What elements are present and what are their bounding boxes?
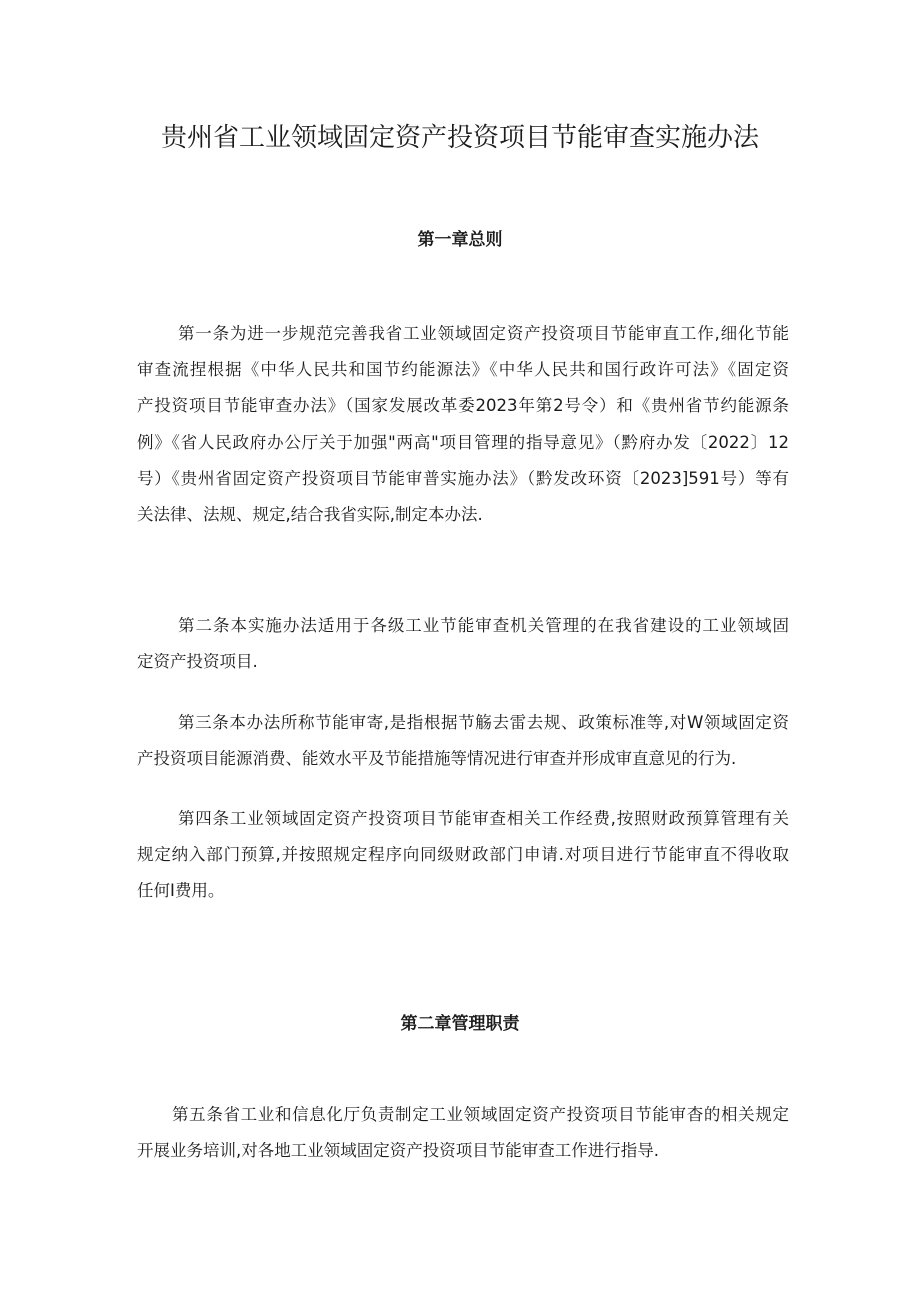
article-5-line-2: 开展业务培训,对各地工业领域固定资产投资项目节能审查工作进行指导. bbox=[137, 1141, 659, 1161]
article-4-line-3: 任何I费用。 bbox=[137, 881, 225, 901]
article-1-line-2: 审查流捏根据《中华人民共和国节约能源法》《中华人民共和国行政许可法》《固定资 bbox=[137, 360, 789, 380]
article-2-line-2: 定资产投资项目. bbox=[137, 652, 258, 672]
chapter-heading-2: 第二章管理职责 bbox=[400, 1014, 520, 1034]
article-1-line-1: 第一条为进一步规范完善我省工业领域固定资产投资项目节能审直工作,细化节能 bbox=[178, 324, 789, 343]
article-3 bbox=[137, 705, 789, 777]
article-4-line-2: 规定纳入部门预算,并按照规定程序向同级财政部门申请.对项目进行节能审直不得收取 bbox=[137, 845, 789, 865]
article-5 bbox=[137, 1097, 789, 1169]
article-5-line-1: 第五条省工业和信息化厅负责制定工业领域固定资产投资项目节能审杳的相关规定 bbox=[172, 1105, 789, 1124]
article-1 bbox=[137, 316, 789, 533]
article-4-line-1: 第四条工业领域固定资产投资项目节能审查相关工作经费,按照财政预算管理有关 bbox=[178, 809, 789, 828]
article-4 bbox=[137, 801, 789, 910]
article-1-line-5: 号）《贵州省固定资产投资项目节能审普实施办法》（黔发改环资〔2023]591号）等有 bbox=[137, 468, 789, 488]
article-1-line-3: 产投资项目节能审查办法》（国家发展改革委2023年第2号令）和《贵州省节约能源条 bbox=[137, 396, 789, 416]
document-title: 贵州省工业领域固定资产投资项目节能审查实施办法 bbox=[160, 123, 759, 153]
article-2-line-1: 第二条本实施办法适用于各级工业节能审查机关管理的在我省建设的工业领域固 bbox=[178, 616, 789, 635]
article-1-line-4: 例》《省人民政府办公厅关于加强"两高"项目管理的指导意见》（黔府办发〔2022〕12 bbox=[137, 432, 789, 452]
chapter-heading-1: 第一章总则 bbox=[417, 230, 503, 250]
article-3-line-1: 第三条本办法所称节能审寄,是指根据节觞去雷去规、政策标准等,对W领域固定资 bbox=[178, 713, 789, 732]
article-1-line-6: 关法律、法规、规定,结合我省实际,制定本办法. bbox=[137, 505, 483, 525]
article-2 bbox=[137, 608, 789, 680]
article-3-line-2: 产投资项目能源消费、能效水平及节能措施等情况进行审查并形成审直意见的行为. bbox=[137, 749, 737, 769]
